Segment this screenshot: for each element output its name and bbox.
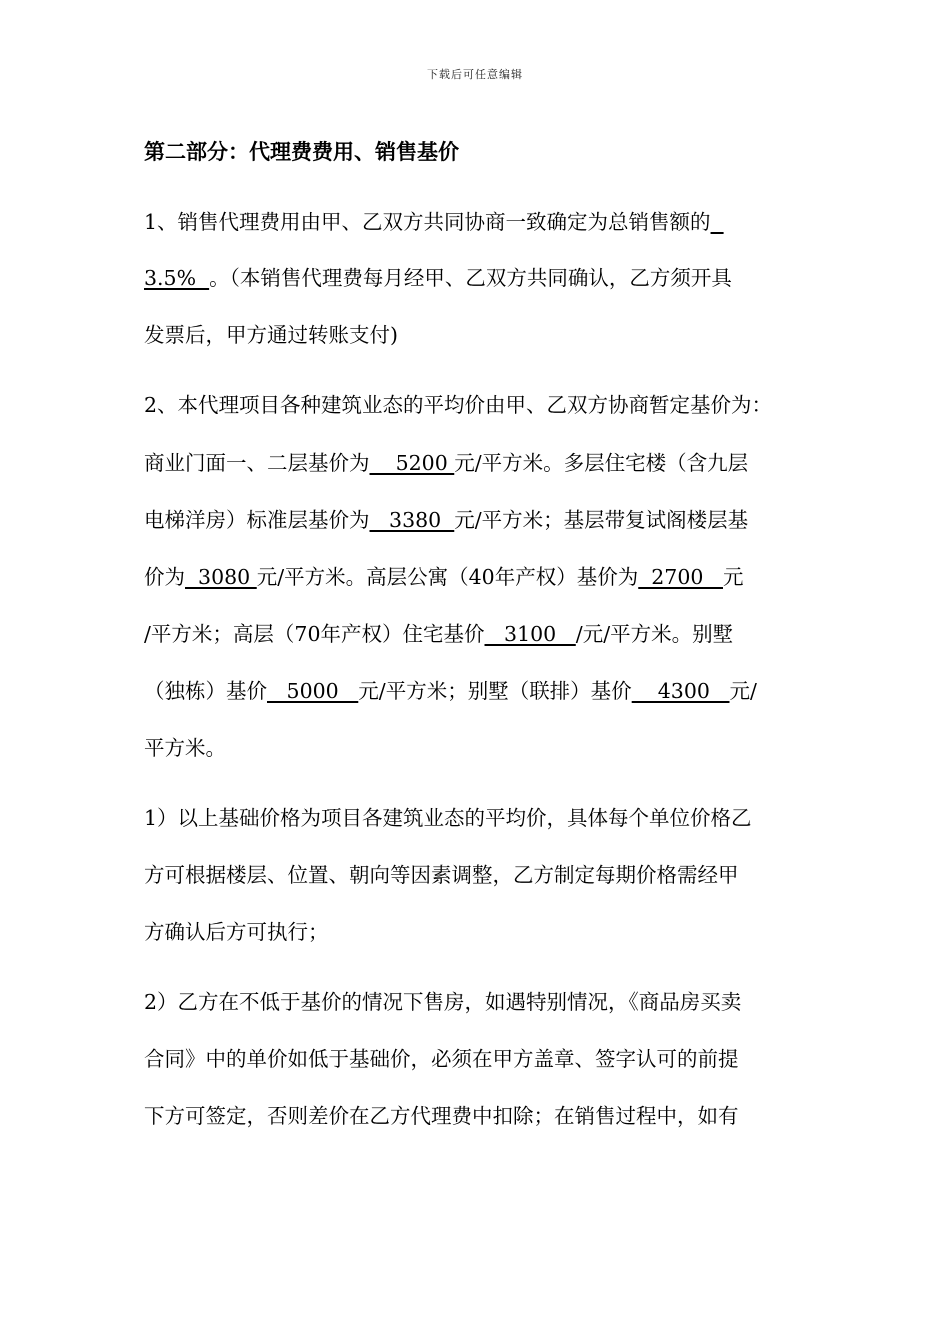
header-note: 下载后可任意编辑 [427, 68, 523, 81]
p3-line-2: 方可根据楼层、位置、朝向等因素调整，乙方制定每期价格需经甲 [144, 863, 739, 887]
p2-line-5 [144, 621, 733, 647]
p2-text: （独栋）基价 [144, 679, 267, 703]
p1-text-b: 。（本销售代理费每月经甲、乙双方共同确认，乙方须开具 [209, 266, 732, 290]
p2-line-7: 平方米。 [144, 736, 226, 760]
commercial-price-value: 5200 [369, 451, 455, 475]
highrise-price-value: 3100 [484, 622, 576, 646]
p1-line-2 [144, 265, 732, 291]
p2-text: 元/平方米；基层带复试阁楼层基 [454, 508, 749, 532]
section-title: 第二部分：代理费费用、销售基价 [144, 139, 459, 164]
loft-price-value: 3080 [185, 565, 257, 589]
p2-text: 元/平方米。高层公寓（40年产权）基价为 [256, 565, 639, 589]
p2-line-1: 2、本代理项目各种建筑业态的平均价由甲、乙双方协商暂定基价为： [144, 393, 773, 417]
p2-text: 电梯洋房）标准层基价为 [144, 508, 370, 532]
p2-text: 元 [723, 565, 744, 589]
p2-text: 商业门面一、二层基价为 [144, 451, 370, 475]
p2-text: 元/平方米。多层住宅楼（含九层 [454, 451, 749, 475]
p3-line-3: 方确认后方可执行； [144, 920, 329, 944]
p1-line-1 [144, 209, 724, 235]
villa-detached-price-value: 5000 [267, 679, 359, 703]
p2-line-2 [144, 450, 748, 476]
p1-text-a: 1、销售代理费用由甲、乙双方共同协商一致确定为总销售额的 [144, 210, 711, 234]
p3-line-1: 1）以上基础价格为项目各建筑业态的平均价，具体每个单位价格乙 [144, 806, 752, 830]
p4-line-1: 2）乙方在不低于基价的情况下售房，如遇特别情况，《商品房买卖 [144, 990, 742, 1014]
p4-line-3: 下方可签定，否则差价在乙方代理费中扣除；在销售过程中，如有 [144, 1104, 739, 1128]
p2-text: 元/ [729, 679, 757, 703]
p2-text: /元/平方米。别墅 [575, 622, 734, 646]
apartment-price-value: 2700 [638, 565, 723, 589]
p2-line-4 [144, 564, 744, 590]
p1-blank [711, 210, 724, 234]
villa-row-price-value: 4300 [631, 679, 730, 703]
p2-line-3 [144, 507, 748, 533]
commission-rate-value: 3.5% [144, 266, 210, 290]
multistory-price-value: 3380 [369, 508, 455, 532]
p2-text: /平方米；高层（70年产权）住宅基价 [144, 622, 485, 646]
p2-line-6 [144, 678, 757, 704]
p4-line-2: 合同》中的单价如低于基础价，必须在甲方盖章、签字认可的前提 [144, 1047, 739, 1071]
p2-text: 元/平方米；别墅（联排）基价 [358, 679, 632, 703]
p1-line-3: 发票后，甲方通过转账支付) [144, 323, 398, 347]
p2-text: 价为 [144, 565, 185, 589]
